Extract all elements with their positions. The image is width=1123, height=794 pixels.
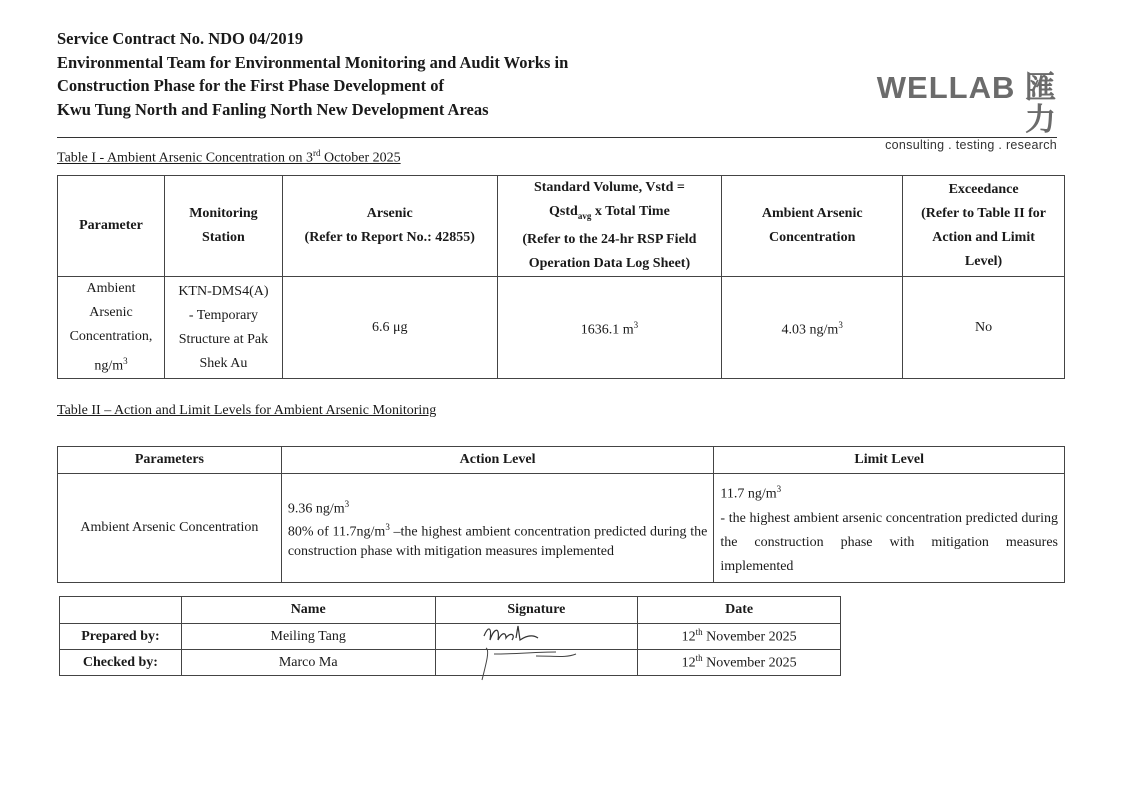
header-name: Name bbox=[181, 597, 435, 624]
checked-by-label: Checked by: bbox=[60, 650, 182, 676]
table-row bbox=[58, 276, 1065, 379]
signoff-table bbox=[59, 596, 841, 676]
cell-monitoring-station: KTN-DMS4(A) - Temporary Structure at Pak Shek Au bbox=[164, 276, 282, 379]
cell-parameter: Ambient Arsenic Concentration bbox=[58, 474, 282, 583]
header-action-level: Action Level bbox=[281, 447, 714, 474]
table-row bbox=[60, 624, 841, 650]
logo-mark: WELLAB 匯力 bbox=[876, 70, 1057, 137]
header-parameters: Parameters bbox=[58, 447, 282, 474]
header-ambient-concentration: Ambient Arsenic Concentration bbox=[722, 176, 903, 277]
prepared-by-date: 12th November 2025 bbox=[638, 624, 841, 650]
contract-number: Service Contract No. NDO 04/2019 bbox=[57, 29, 304, 48]
table-row bbox=[58, 474, 1065, 583]
header-parameter: Parameter bbox=[58, 176, 165, 277]
cell-arsenic: 6.6 μg bbox=[282, 276, 497, 379]
signature-image bbox=[476, 644, 586, 684]
cell-ambient-concentration: 4.03 $ng/m^3$ bbox=[722, 276, 903, 379]
cell-action-level: 9.36 $ng/m^3$ 80% of $11.7ng/m^3$ –the highest ambient concentration predicted during the construction phase with mitigation measures implemented bbox=[281, 474, 714, 583]
header-line-3: Construction Phase for the First Phase Development of bbox=[57, 76, 444, 95]
table-row bbox=[60, 650, 841, 676]
cell-standard-volume: 1636.1 $m^3$ bbox=[497, 276, 722, 379]
table1-caption: Table I - Ambient Arsenic Concentration on 3rd October 2025 bbox=[57, 148, 401, 166]
logo-tagline: consulting . testing . research bbox=[885, 138, 1057, 152]
checked-by-date: 12th November 2025 bbox=[638, 650, 841, 676]
table2-header-row bbox=[58, 447, 1065, 474]
table1-header-row bbox=[58, 176, 1065, 277]
header-exceedance: Exceedance (Refer to Table II for Action and Limit Level) bbox=[903, 176, 1065, 277]
header-divider bbox=[57, 137, 1057, 138]
header-signature: Signature bbox=[435, 597, 638, 624]
checked-by-signature bbox=[435, 650, 638, 676]
cell-exceedance: No bbox=[903, 276, 1065, 379]
table2-caption: Table II – Action and Limit Levels for Ambient Arsenic Monitoring bbox=[57, 403, 437, 418]
checked-by-name: Marco Ma bbox=[181, 650, 435, 676]
header-limit-level: Limit Level bbox=[714, 447, 1065, 474]
header-arsenic: Arsenic (Refer to Report No.: 42855) bbox=[282, 176, 497, 277]
document-header bbox=[57, 27, 697, 121]
header-monitoring-station: Monitoring Station bbox=[164, 176, 282, 277]
header-line-4: Kwu Tung North and Fanling North New Development Areas bbox=[57, 99, 489, 119]
header-line-2: Environmental Team for Environmental Monitoring and Audit Works in bbox=[57, 52, 569, 72]
arsenic-concentration-table bbox=[57, 175, 1065, 379]
cell-parameter: Ambient Arsenic Concentration, $ng/m^3$ bbox=[58, 276, 165, 379]
signoff-header-blank bbox=[60, 597, 182, 624]
cell-limit-level: 11.7 $ng/m^3$ - the highest ambient arsenic concentration predicted during the construction phase with mitigation measures implemented bbox=[714, 474, 1065, 583]
prepared-by-label: Prepared by: bbox=[60, 624, 182, 650]
signoff-header-row bbox=[60, 597, 841, 624]
wellab-logo bbox=[852, 72, 1057, 152]
prepared-by-name: Meiling Tang bbox=[181, 624, 435, 650]
header-date: Date bbox=[638, 597, 841, 624]
action-limit-levels-table bbox=[57, 446, 1065, 583]
header-standard-volume: Standard Volume, Vstd = Qstd$_{avg}$ x Total Time (Refer to the 24-hr RSP Field Operation Data Log Sheet) bbox=[497, 176, 722, 277]
